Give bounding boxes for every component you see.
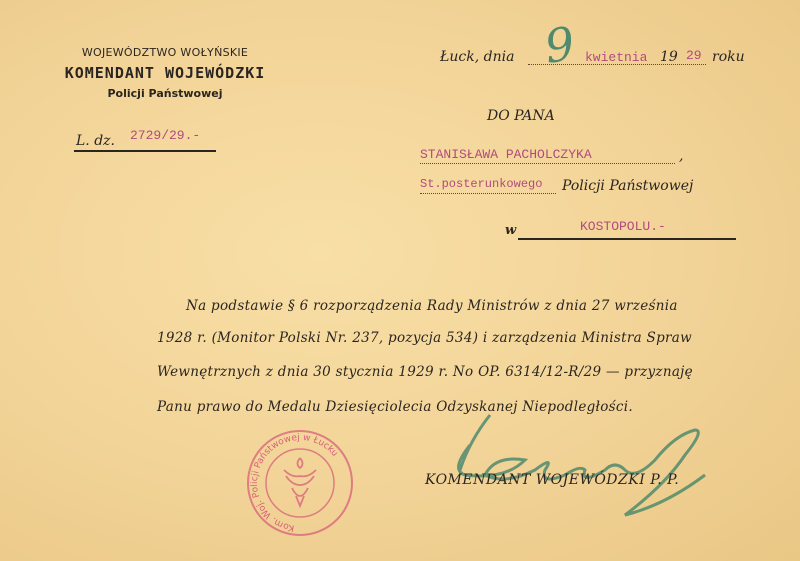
body-line-2: 1928 r. (Monitor Polski Nr. 237, pozycja 534) i zarządzenia Ministra Spraw (157, 330, 692, 346)
reference-label: L. dz. (76, 133, 115, 149)
addressee-in-label: w (505, 223, 517, 238)
letterhead-title: KOMENDANT WOJEWÓDZKI (64, 64, 266, 82)
svg-text:Kom. Woj. Policji Państwowej w (250, 433, 339, 533)
official-stamp (245, 428, 355, 538)
addressee-rank: St.posterunkowego (420, 177, 543, 191)
letterhead-region (60, 46, 270, 100)
body-line-3: Wewnętrznych z dnia 30 stycznia 1929 r. No OP. 6314/12-R/29 — przyznaję (157, 364, 693, 380)
signature-title: KOMENDANT WOJEWÓDZKI P. P. (425, 472, 680, 488)
date-year-prefix: 19 (660, 49, 678, 65)
handwritten-signature (440, 395, 780, 525)
date-roku: roku (712, 49, 745, 65)
rank-dotted-line (420, 193, 556, 194)
date-month: kwietnia (585, 50, 648, 65)
name-comma: , (679, 148, 684, 164)
addressee-unit: Policji Państwowej (562, 178, 694, 194)
body-line-1: Na podstawie § 6 rozporządzenia Rady Ministrów z dnia 27 września (186, 298, 678, 314)
date-year-suffix: 29 (686, 48, 702, 63)
date-day-handwritten: 9 (541, 16, 578, 74)
name-dotted-line (420, 163, 675, 164)
addressee-name: STANISŁAWA PACHOLCZYKA (420, 147, 592, 162)
place-underline (518, 238, 736, 240)
date-place: Łuck, dnia (440, 49, 515, 65)
reference-number: 2729/29.- (130, 128, 201, 143)
addressee-place: KOSTOPOLU.- (580, 219, 666, 234)
letterhead-province: WOJEWÓDZTWO WOŁYŃSKIE (81, 46, 249, 59)
body-line-4: Panu prawo do Medalu Dziesięciolecia Odzyskanej Niepodległości. (157, 399, 633, 415)
reference-underline (74, 150, 216, 152)
letterhead-subtitle: Policji Państwowej (107, 87, 223, 100)
stamp-lettering: Kom. Woj. Policji Państwowej w Łucku (250, 432, 340, 533)
salutation: DO PANA (487, 108, 555, 124)
